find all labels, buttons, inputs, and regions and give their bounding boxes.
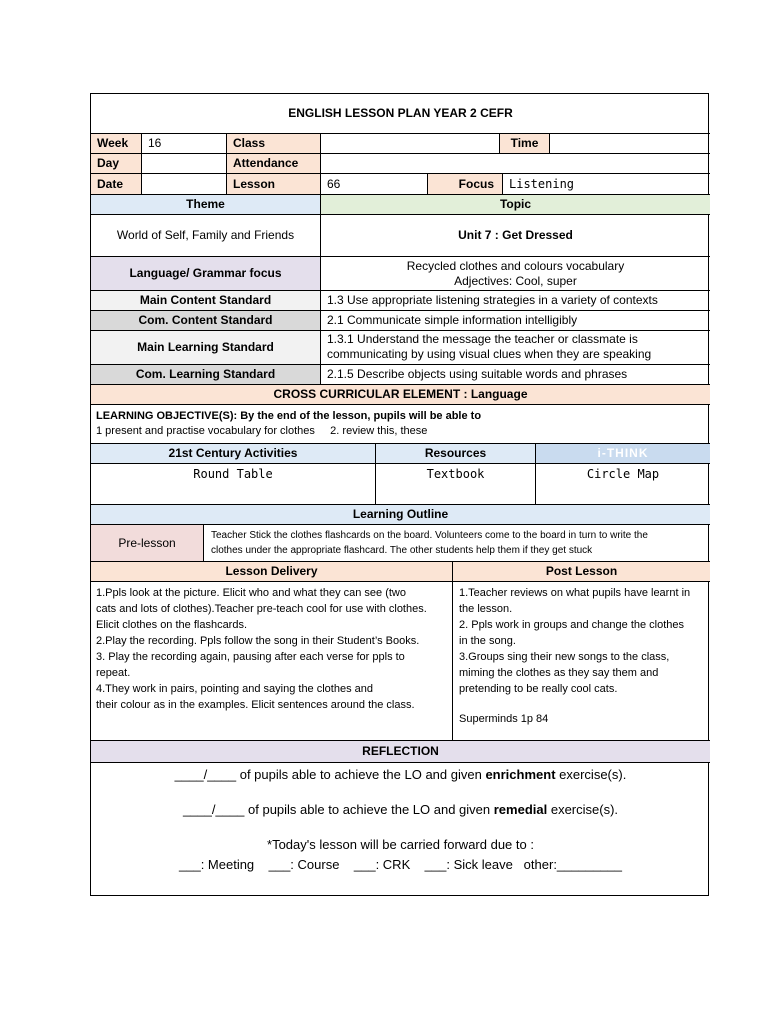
focus-value[interactable]: [503, 174, 710, 195]
grammar-focus-label: Language/ Grammar focus: [91, 257, 321, 291]
remedial-bold: remedial: [493, 802, 548, 817]
reflection-body: [91, 763, 710, 895]
focus-value-text: Listening: [509, 176, 575, 191]
lesson-plan-sheet: [90, 93, 709, 896]
reflection-enrichment: [91, 766, 710, 783]
main-learning-line-1: 1.3.1 Understand the message the teacher or classmate is: [327, 332, 638, 346]
delivery-line: 1.Ppls look at the picture. Elicit who and what they can see (two: [96, 587, 406, 599]
enrichment-bold: enrichment: [485, 767, 556, 782]
cross-curricular-element: CROSS CURRICULAR ELEMENT : Language: [91, 385, 710, 405]
delivery-line: cats and lots of clothes).Teacher pre-teach cool for use with clothes.: [96, 603, 427, 615]
post-lesson-line: 3.Groups sing their new songs to the class,: [459, 651, 670, 663]
ithink-value: Circle Map: [536, 464, 710, 505]
learning-outline-label: Learning Outline: [91, 505, 710, 525]
lesson-delivery-label: Lesson Delivery: [91, 562, 453, 582]
topic-value: Unit 7 : Get Dressed: [321, 215, 710, 257]
reflection-options: ___: Meeting ___: Course ___: CRK ___: Sick leave other:_________: [179, 857, 622, 872]
delivery-line: 3. Play the recording again, pausing after each verse for ppls to: [96, 651, 405, 663]
week-value[interactable]: 16: [142, 134, 227, 154]
post-lesson-line: 1.Teacher reviews on what pupils have learnt in: [459, 587, 691, 599]
lesson-delivery-body: [91, 582, 453, 741]
delivery-line: 4.They work in pairs, pointing and saying the clothes and: [96, 683, 373, 695]
resources-label: Resources: [376, 444, 536, 464]
time-value[interactable]: [550, 134, 710, 154]
remedial-post: exercise(s).: [547, 802, 619, 817]
attendance-value[interactable]: [321, 154, 710, 174]
enrichment-post: exercise(s).: [555, 767, 627, 782]
resources-value: Textbook: [376, 464, 536, 505]
lesson-label: Lesson: [227, 174, 321, 195]
date-label: Date: [91, 174, 142, 195]
day-value[interactable]: [142, 154, 227, 174]
delivery-line: repeat.: [96, 667, 131, 679]
com-learning-standard-value: 2.1.5 Describe objects using suitable words and phrases: [321, 365, 710, 385]
learning-objectives-heading: LEARNING OBJECTIVE(S): By the end of the lesson, pupils will be able to: [96, 410, 482, 422]
enrichment-pre: ____/____ of pupils able to achieve the LO and given: [174, 767, 486, 782]
post-lesson-reference: Superminds 1p 84: [459, 713, 549, 725]
pre-lesson-text: [204, 525, 710, 562]
post-lesson-label: Post Lesson: [453, 562, 710, 582]
theme-value: World of Self, Family and Friends: [91, 215, 321, 257]
focus-label: Focus: [428, 174, 503, 195]
learning-objectives: [91, 405, 710, 444]
post-lesson-line: miming the clothes as they say them and: [459, 667, 659, 679]
grammar-line-2: Adjectives: Cool, super: [454, 273, 577, 288]
week-label: Week: [91, 134, 142, 154]
activities-value: Round Table: [91, 464, 376, 505]
post-lesson-line: the lesson.: [459, 603, 513, 615]
com-content-standard-value: 2.1 Communicate simple information intelligibly: [321, 311, 710, 331]
date-value[interactable]: [142, 174, 227, 195]
pre-lesson-line-1: Teacher Stick the clothes flashcards on the board. Volunteers come to the board in turn to write the: [211, 530, 648, 541]
grammar-line-1: Recycled clothes and colours vocabulary: [406, 258, 625, 273]
com-content-standard-label: Com. Content Standard: [91, 311, 321, 331]
delivery-line: their colour as in the examples. Elicit sentences around the class.: [96, 699, 415, 711]
day-label: Day: [91, 154, 142, 174]
attendance-label: Attendance: [227, 154, 321, 174]
main-content-standard-label: Main Content Standard: [91, 291, 321, 311]
remedial-pre: ____/____ of pupils able to achieve the LO and given: [182, 802, 494, 817]
page-title-text: ENGLISH LESSON PLAN YEAR 2 CEFR: [288, 106, 513, 120]
class-value[interactable]: [321, 134, 500, 154]
ithink-label: i-THINK: [536, 444, 710, 464]
pre-lesson-label: Pre-lesson: [91, 525, 204, 562]
lesson-value[interactable]: 66: [321, 174, 428, 195]
class-label: Class: [227, 134, 321, 154]
post-lesson-body: [453, 582, 710, 741]
topic-label: Topic: [321, 195, 710, 215]
delivery-line: Elicit clothes on the flashcards.: [96, 619, 248, 631]
grammar-focus-value: [321, 257, 710, 291]
main-learning-standard-label: Main Learning Standard: [91, 331, 321, 365]
reflection-remedial: [91, 801, 710, 818]
main-content-standard-value: 1.3 Use appropriate listening strategies in a variety of contexts: [321, 291, 710, 311]
reflection-carried-forward: *Today's lesson will be carried forward due to :: [267, 837, 534, 852]
main-learning-standard-value: [321, 331, 710, 365]
page-title: [91, 94, 710, 134]
main-learning-line-2: communicating by using visual clues when they are speaking: [327, 347, 652, 361]
post-lesson-line: pretending to be really cool cats.: [459, 683, 618, 695]
reflection-label: REFLECTION: [91, 741, 710, 763]
post-lesson-line: in the song.: [459, 635, 516, 647]
activities-label: 21st Century Activities: [91, 444, 376, 464]
time-label: Time: [500, 134, 550, 154]
com-learning-standard-label: Com. Learning Standard: [91, 365, 321, 385]
delivery-line: 2.Play the recording. Ppls follow the song in their Student’s Books.: [96, 635, 420, 647]
theme-label: Theme: [91, 195, 321, 215]
learning-objectives-text: 1 present and practise vocabulary for clothes 2. review this, these: [96, 425, 428, 437]
pre-lesson-line-2: clothes under the appropriate flashcard. The other students help them if they get stuck: [211, 545, 593, 556]
post-lesson-line: 2. Ppls work in groups and change the clothes: [459, 619, 685, 631]
